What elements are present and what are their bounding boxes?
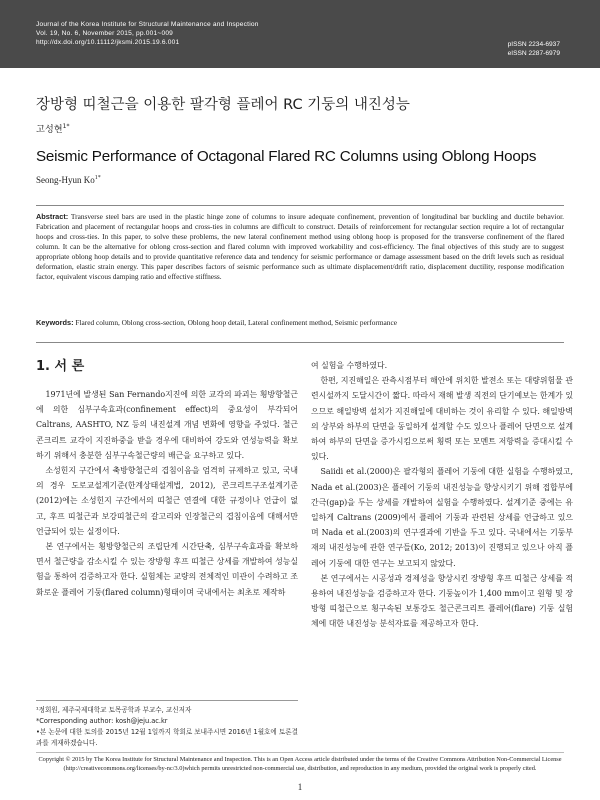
footnote-corresponding-author[interactable]: *Corresponding author: kosh@jeju.ac.kr	[36, 717, 168, 725]
pissn: pISSN 2234-6937	[507, 41, 560, 48]
journal-doi-link[interactable]: http://dx.doi.org/10.11112/jksmi.2015.19.6.001	[36, 39, 180, 46]
journal-name: Journal of the Korea Institute for Structural Maintenance and Inspection	[36, 21, 259, 28]
keywords	[36, 318, 564, 328]
left-column	[36, 387, 298, 600]
paragraph: 본 연구에서는 시공성과 경제성을 향상시킨 장방형 후프 띠철근 상세를 적용하여 내진성능을 검증하고자 한다. 기둥높이가 1,400 mm이고 원형 및 장방형 띠철근으로 횡구속된 보통강도 철근콘크리트 플레어(flare) 기둥 실험체에 대한 내진성능 분석자료를 제공하고자 한다.	[311, 573, 573, 629]
title-english: Seismic Performance of Octagonal Flared RC Columns using Oblong Hoops	[36, 148, 537, 165]
abstract-label: Abstract:	[36, 212, 69, 221]
author-korean-sup: 1*	[62, 122, 70, 130]
eissn: eISSN 2287-6979	[507, 50, 560, 57]
footnotes	[36, 705, 298, 749]
journal-volume: Vol. 19, No. 6, November 2015, pp.001~009	[36, 30, 174, 37]
journal-info	[36, 20, 259, 47]
abstract-text: Transverse steel bars are used in the plastic hinge zone of columns to insure adequate confinement, prevention of longitudinal bar buckling and ductile behavior. Fabrication and placement of rectangular hoops and cross-ties in columns are difficult to construct. Details of reinforcement for rectangular section require a lot of rectangular hoops and cross-ties. In this paper, to solve these problems, the new lateral confinement method using oblong hoop is proposed for the transverse confinement of the flared column. It can be the alternative for oblong cross-section and flared column with improved workability and cost-efficiency. The final objectives of this study are to suggest appropriate oblong hoop details and to provide quantitative reference data and tendency for seismic performance or damage assessment based on the drift levels such as residual deformation, elastic strain energy. This paper describes factors of seismic performance such as ultimate displacement/drift ratio, displacement ductility, response modification factor, equivalent viscous damping ratio and effective stiffness.	[36, 212, 564, 281]
keywords-text: Flared column, Oblong cross-section, Oblong hoop detail, Lateral confinement method, Seismic performance	[75, 318, 397, 327]
author-korean	[36, 121, 69, 135]
keywords-label: Keywords:	[36, 318, 74, 327]
copyright-notice: Copyright © 2015 by The Korea Institute for Structural Maintenance and Inspection. This is an Open Access article distributed under the terms of the Creative Commons Attribution Non-Commercial License (http://creativecommons.org/licenses/by-nc/3.0)which permits unrestricted non-commercial use, distribution, and reproduction in any medium, provided the original work is properly cited.	[38, 756, 562, 772]
paragraph: 한편, 지진해일은 관측시점부터 해안에 위치한 발전소 또는 대량위험물 관련시설까지 도달시간이 짧다. 따라서 재해 발생 직전의 단기예보는 한계가 있으므로 해일방벽 설치가 지진해일에 대비하는 것이 유리할 수 있다. 해일방벽의 상부와 하부의 단면을 동일하게 설계할 수도 있으나 플레어 단면으로 설계하여 하부의 단면을 증가시킴으로써 횡력 또는 모멘트 저항력을 증대시킬 수 있다.	[311, 376, 573, 462]
copyright-divider	[36, 752, 564, 753]
footnote-discussion: •본 논문에 대한 토의를 2015년 12월 1일까지 학회로 보내주시면 2016년 1월호에 토론결과를 게재하겠습니다.	[36, 728, 299, 747]
journal-header-bar	[0, 0, 600, 68]
author-english-sup: 1*	[94, 175, 101, 181]
author-english-name: Seong-Hyun Ko	[36, 175, 95, 185]
paragraph: 여 실험을 수행하였다.	[311, 361, 388, 370]
paragraph: Saiidi et al.(2000)은 팔각형의 플레어 기둥에 대한 실험을 수행하였고, Nada et al.(2003)은 플레어 기둥의 내진성능을 향상시키기 위해 접합부에 간극(gap)을 두는 상세를 개발하여 실험을 수행하였다. 설계기준 중에는 유일하게 Caltrans (2009)에서 플레어 기둥과 관련된 상세를 언급하고 있으며 Nada et al.(2003)의 연구결과에 기반을 두고 있다. 국내에서는 기둥부재의 내진성능에 관한 연구들(Ko, 2012; 2013)이 진행되고 있으나 아직 플레어 기둥에 대한 연구는 보고되지 않았다.	[311, 467, 573, 568]
author-korean-name: 고성현	[36, 124, 63, 135]
page-number: 1	[297, 782, 303, 792]
abstract	[36, 212, 564, 282]
paragraph: 1971년에 발생된 San Fernando지진에 의한 교각의 파괴는 횡방향철근에 의한 심부구속효과(confinement effect)의 중요성이 부각되어 Caltrans, AASHTO, NZ 등의 내진설계 개념 변화에 영향을 주었다. 철근콘크리트 교각이 지진하중을 받을 경우에 대비하여 강도와 연성능력을 확보하기 위해서 충분한 심부구속철근량의 배근을 요구하고 있다.	[36, 390, 298, 460]
paragraph: 본 연구에서는 횡방향철근의 조립단계 시간단축, 심부구속효과를 확보하면서 철근량을 감소시킬 수 있는 장방형 후프 띠철근 상세를 개발하여 성능실험을 통하여 검증하고자 한다. 실험체는 교량의 전체적인 미관이 수려하고 조화로운 플레어 기둥(flared column)형태이며 국내에서는 최초로 제작하	[36, 542, 298, 597]
footnote-affiliation: ¹정회원, 제주국제대학교 토목공학과 부교수, 교신저자	[36, 706, 192, 714]
paragraph: 소성힌지 구간에서 축방향철근의 겹침이음을 엄격히 규제하고 있고, 국내의 경우 도로교설계기준(한계상태설계법, 2012), 콘크리트구조설계기준(2012)에는 소성힌지 구간에서의 띠철근 연결에 대한 규정이나 언급이 없고, 후프 띠철근과 보강띠철근의 갈고리와 인장철근의 겹침이음에 대해서만 언급되어 있는 실정이다.	[36, 466, 298, 536]
title-korean: 장방형 띠철근을 이용한 팔각형 플레어 RC 기둥의 내진성능	[36, 97, 410, 113]
section-heading-introduction: 1. 서 론	[36, 359, 85, 374]
author-english	[36, 175, 101, 185]
right-column	[311, 358, 573, 632]
footnote-divider	[36, 700, 298, 701]
issn-block	[508, 40, 560, 58]
